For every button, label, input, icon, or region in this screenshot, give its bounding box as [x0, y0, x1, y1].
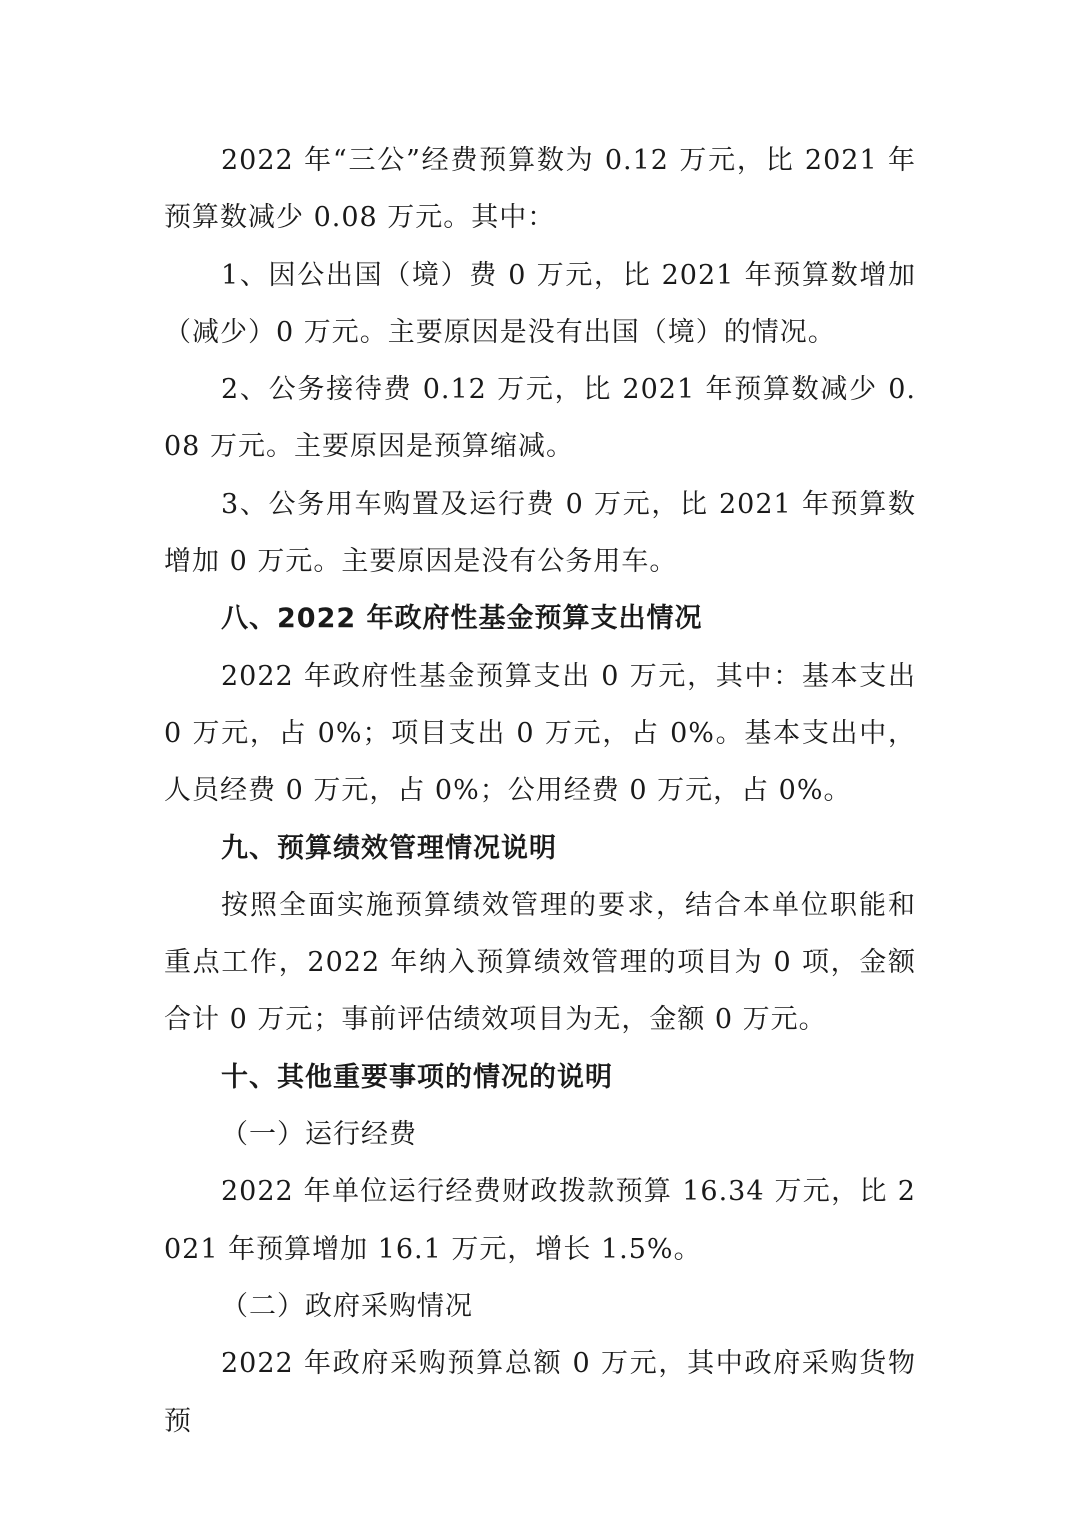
sangong-summary-paragraph: 2022 年“三公”经费预算数为 0.12 万元，比 2021 年预算数减少 0.08 万元。其中：: [164, 145, 916, 234]
document-page: [164, 132, 916, 1450]
operating-expense-paragraph: 2022 年单位运行经费财政拨款预算 16.34 万元，比 2021 年预算增加 16.1 万元，增长 1.5%。: [164, 1176, 916, 1265]
section-10-heading: 十、其他重要事项的情况的说明: [221, 1061, 613, 1093]
fund-budget-paragraph: 2022 年政府性基金预算支出 0 万元，其中：基本支出 0 万元，占 0%；项目支出 0 万元，占 0%。基本支出中，人员经费 0 万元，占 0%；公用经费 0 万元，占 0%。: [164, 660, 916, 807]
overseas-travel-paragraph: 1、因公出国（境）费 0 万元，比 2021 年预算数增加（减少）0 万元。主要原因是没有出国（境）的情况。: [164, 259, 916, 348]
subsection-2-heading: （二）政府采购情况: [221, 1290, 473, 1322]
vehicle-expense-paragraph: 3、公务用车购置及运行费 0 万元，比 2021 年预算数增加 0 万元。主要原因是没有公务用车。: [164, 488, 916, 578]
reception-expense-paragraph: 2、公务接待费 0.12 万元，比 2021 年预算数减少 0.08 万元。主要原因是预算缩减。: [164, 374, 916, 463]
procurement-paragraph: 2022 年政府采购预算总额 0 万元，其中政府采购货物预: [164, 1348, 916, 1437]
section-9-heading: 九、预算绩效管理情况说明: [221, 832, 557, 864]
subsection-1-heading: （一）运行经费: [221, 1119, 417, 1151]
performance-management-paragraph: 按照全面实施预算绩效管理的要求，结合本单位职能和重点工作，2022 年纳入预算绩效管理的项目为 0 项，金额合计 0 万元；事前评估绩效项目为无，金额 0 万元。: [164, 889, 916, 1036]
section-8-heading: 八、2022 年政府性基金预算支出情况: [221, 603, 703, 635]
